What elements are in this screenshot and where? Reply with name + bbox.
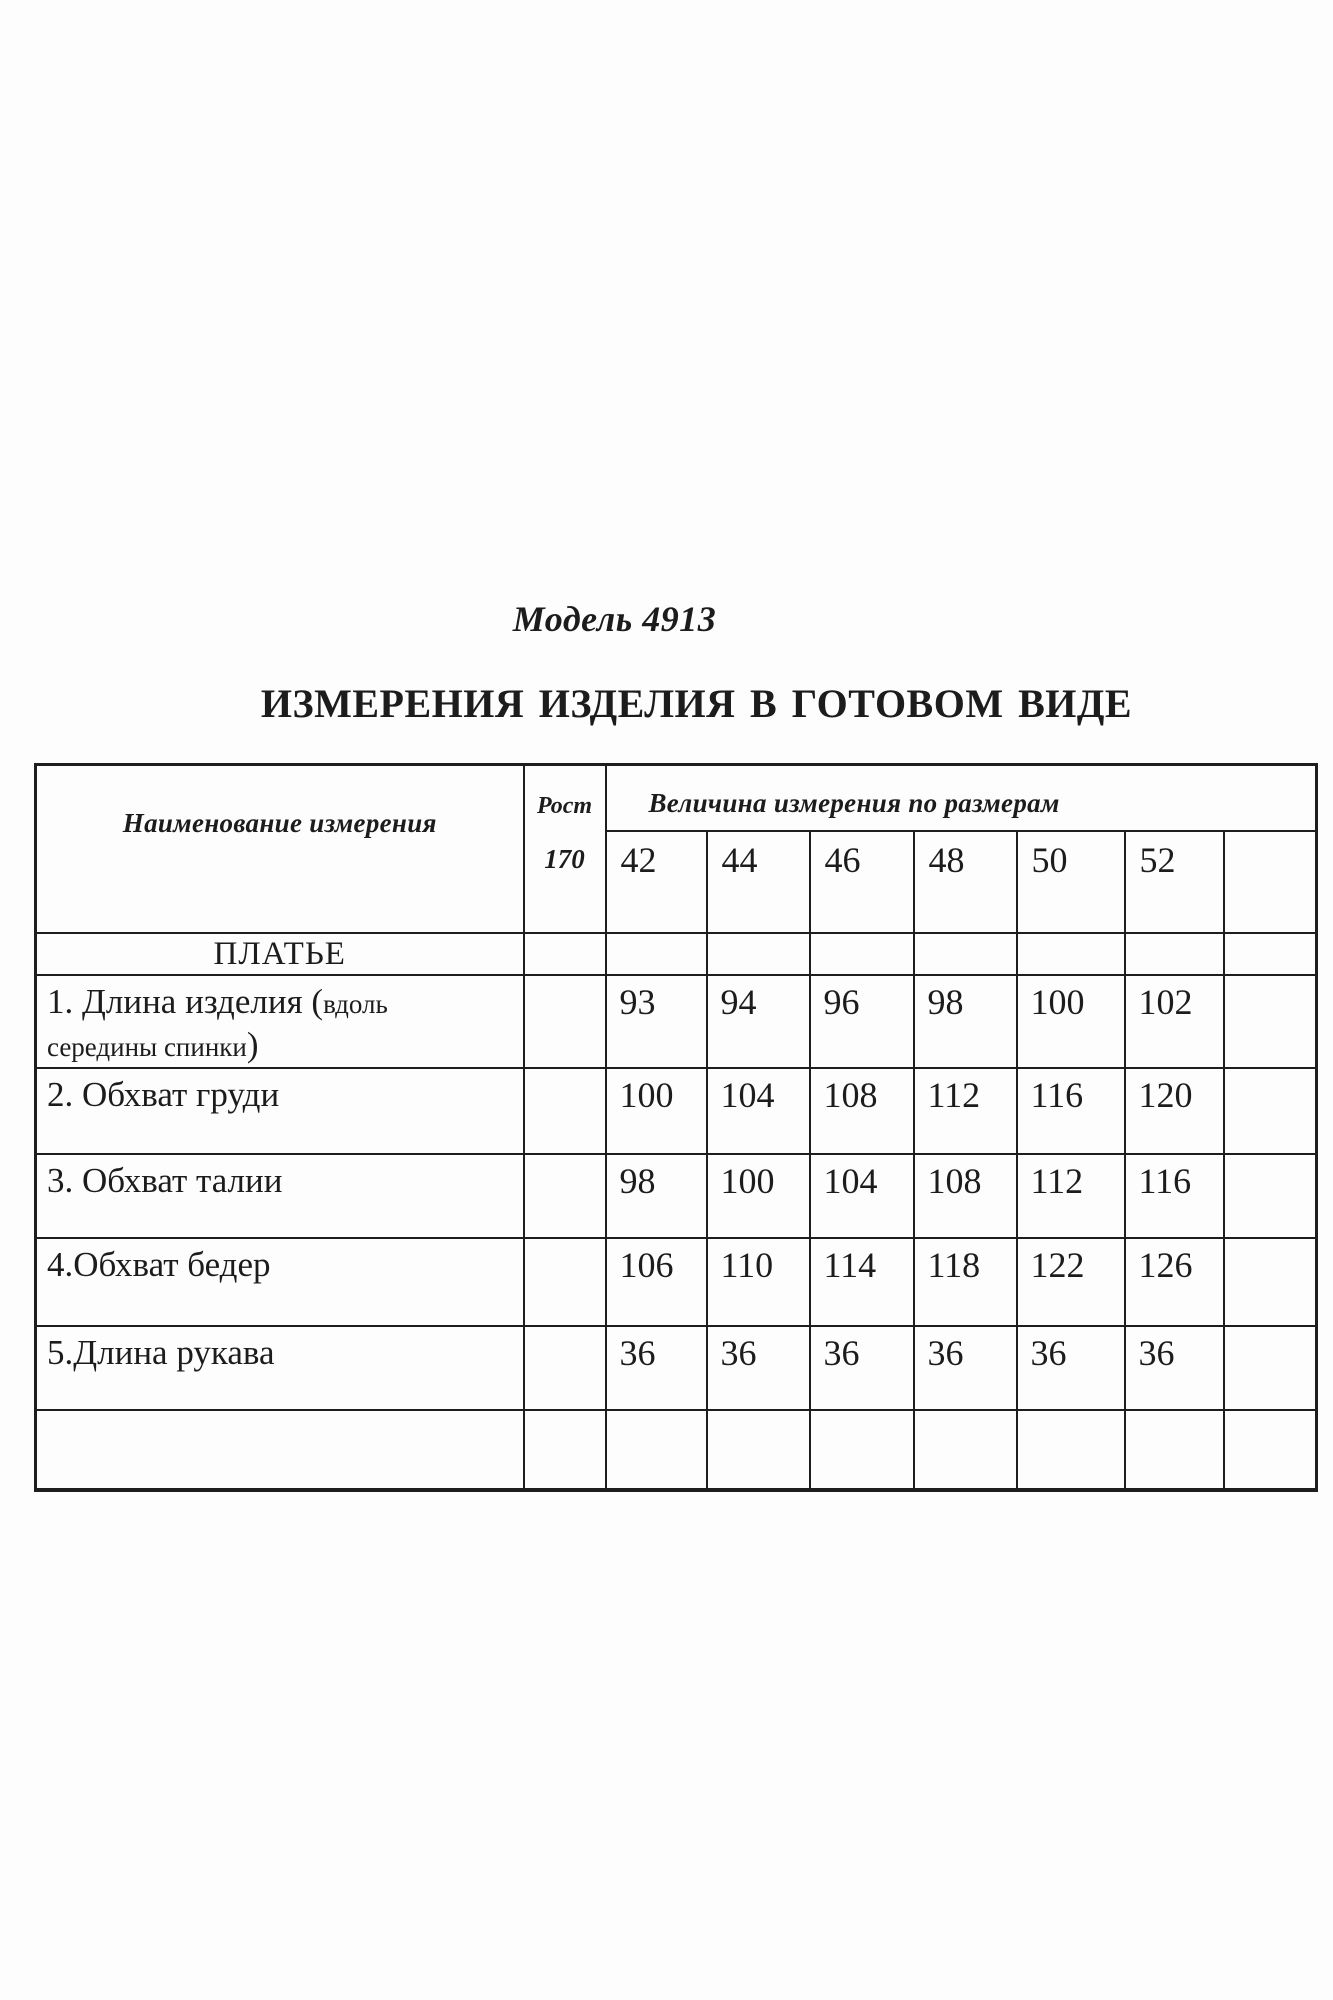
value-cell: 36 — [810, 1326, 914, 1410]
value-cell: 100 — [1017, 975, 1125, 1069]
measurement-row-chest — [36, 1068, 1317, 1154]
value-cell: 108 — [914, 1154, 1017, 1238]
empty-cell — [810, 933, 914, 975]
measurement-label — [36, 975, 524, 1069]
empty-cell — [524, 1326, 606, 1410]
column-header-sizes-span: Величина измерения по размерам — [606, 765, 1317, 831]
value-cell: 36 — [707, 1326, 810, 1410]
label-small-part-line2: середины спинки — [47, 1032, 247, 1063]
value-cell: 102 — [1125, 975, 1224, 1069]
value-cell: 96 — [810, 975, 914, 1069]
size-header-52: 52 — [1125, 831, 1224, 933]
value-cell: 126 — [1125, 1238, 1224, 1326]
empty-cell — [524, 1238, 606, 1326]
empty-cell — [36, 1410, 524, 1490]
value-cell: 110 — [707, 1238, 810, 1326]
section-row-dress — [36, 933, 1317, 975]
value-cell: 98 — [606, 1154, 707, 1238]
model-title: Модель 4913 — [512, 599, 717, 639]
header-row-top — [36, 765, 1317, 831]
measurement-label: 5.Длина рукава — [36, 1326, 524, 1410]
value-cell: 98 — [914, 975, 1017, 1069]
value-cell: 114 — [810, 1238, 914, 1326]
empty-cell — [1224, 1238, 1317, 1326]
value-cell: 116 — [1125, 1154, 1224, 1238]
value-cell: 36 — [914, 1326, 1017, 1410]
value-cell: 108 — [810, 1068, 914, 1154]
section-label: ПЛАТЬЕ — [36, 933, 524, 975]
empty-cell — [1224, 1154, 1317, 1238]
label-small-part: вдоль — [323, 988, 388, 1019]
label-closing-paren: ) — [246, 1025, 259, 1065]
value-cell: 104 — [810, 1154, 914, 1238]
value-cell: 36 — [606, 1326, 707, 1410]
measurements-table — [34, 763, 1318, 1492]
height-label: Рост — [536, 793, 593, 819]
value-cell: 118 — [914, 1238, 1017, 1326]
empty-cell — [606, 1410, 707, 1490]
value-cell: 100 — [606, 1068, 707, 1154]
measurement-row-hips — [36, 1238, 1317, 1326]
size-header-42: 42 — [606, 831, 707, 933]
column-header-measurement-name: Наименование измерения — [36, 765, 524, 933]
empty-cell — [524, 933, 606, 975]
empty-cell — [810, 1410, 914, 1490]
empty-cell — [1224, 1326, 1317, 1410]
size-header-46: 46 — [810, 831, 914, 933]
empty-cell — [1224, 1068, 1317, 1154]
size-header-50: 50 — [1017, 831, 1125, 933]
size-header-44: 44 — [707, 831, 810, 933]
empty-row — [36, 1410, 1317, 1490]
empty-cell — [1224, 933, 1317, 975]
measurement-row-waist — [36, 1154, 1317, 1238]
value-cell: 112 — [914, 1068, 1017, 1154]
measurement-row-sleeve — [36, 1326, 1317, 1410]
label-main-part: 1. Длина изделия ( — [47, 981, 324, 1021]
empty-cell — [914, 933, 1017, 975]
value-cell: 36 — [1017, 1326, 1125, 1410]
empty-cell — [707, 933, 810, 975]
value-cell: 116 — [1017, 1068, 1125, 1154]
size-header-48: 48 — [914, 831, 1017, 933]
empty-cell — [1224, 1410, 1317, 1490]
empty-cell — [524, 1154, 606, 1238]
value-cell: 100 — [707, 1154, 810, 1238]
size-header-empty-cell — [1224, 831, 1317, 933]
empty-cell — [606, 933, 707, 975]
value-cell: 36 — [1125, 1326, 1224, 1410]
page-heading: ИЗМЕРЕНИЯ ИЗДЕЛИЯ В ГОТОВОМ ВИДЕ — [260, 681, 1133, 726]
empty-cell — [1017, 1410, 1125, 1490]
empty-cell — [1125, 933, 1224, 975]
value-cell: 104 — [707, 1068, 810, 1154]
measurement-label: 2. Обхват груди — [36, 1068, 524, 1154]
measurement-label: 3. Обхват талии — [36, 1154, 524, 1238]
empty-cell — [707, 1410, 810, 1490]
measurement-row-length — [36, 975, 1317, 1069]
column-header-height — [524, 765, 606, 933]
measurement-label: 4.Обхват бедер — [36, 1238, 524, 1326]
value-cell: 122 — [1017, 1238, 1125, 1326]
empty-cell — [1017, 933, 1125, 975]
value-cell: 106 — [606, 1238, 707, 1326]
value-cell: 94 — [707, 975, 810, 1069]
value-cell: 112 — [1017, 1154, 1125, 1238]
empty-cell — [914, 1410, 1017, 1490]
empty-cell — [1125, 1410, 1224, 1490]
empty-cell — [524, 1068, 606, 1154]
empty-cell — [524, 1410, 606, 1490]
height-value: 170 — [544, 844, 585, 874]
empty-cell — [524, 975, 606, 1069]
value-cell: 120 — [1125, 1068, 1224, 1154]
value-cell: 93 — [606, 975, 707, 1069]
empty-cell — [1224, 975, 1317, 1069]
